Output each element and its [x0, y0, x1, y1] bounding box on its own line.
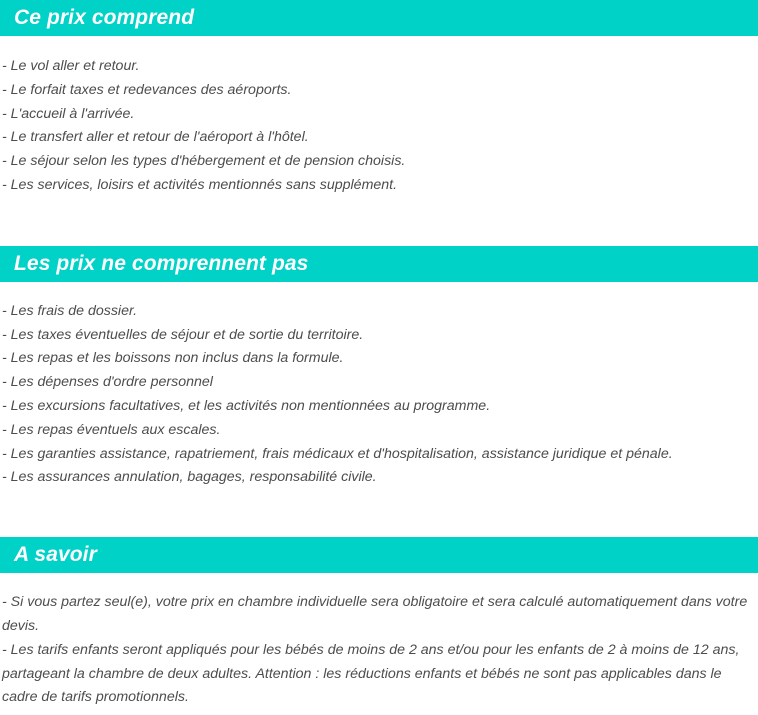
note-paragraph: - Si vous partez seul(e), votre prix en chambre individuelle sera obligatoire et sera calculé automatiquement dans votre devis.	[2, 594, 748, 634]
section-header-inclusions: Ce prix comprend	[0, 0, 758, 36]
list-item: - Les assurances annulation, bagages, responsabilité civile.	[2, 469, 377, 486]
section-inclusions	[0, 0, 758, 198]
list-item: - Les excursions facultatives, et les activités non mentionnées au programme.	[2, 397, 491, 414]
list-item: - Les taxes éventuelles de séjour et de sortie du territoire.	[2, 326, 364, 343]
section-body-inclusions	[0, 36, 758, 198]
list-item: - Les garanties assistance, rapatriement, frais médicaux et d'hospitalisation, assistance juridique et pénale.	[2, 445, 673, 462]
note-paragraph: - Les tarifs enfants seront appliqués pour les bébés de moins de 2 ans et/ou pour les enfants de 2 à moins de 12 ans, partageant la chambre de deux adultes. Attention : les réductions enfants et bébés ne sont pas applicables dans le cadre de tarifs promotionnels.	[2, 641, 740, 706]
list-item: - Les dépenses d'ordre personnel	[2, 374, 213, 391]
section-header-notes: A savoir	[0, 537, 758, 573]
list-item: - Le séjour selon les types d'hébergement et de pension choisis.	[2, 153, 406, 170]
list-item: - Les services, loisirs et activités mentionnés sans supplément.	[2, 176, 398, 193]
section-body-exclusions	[0, 282, 758, 490]
list-item: - Les repas éventuels aux escales.	[2, 421, 221, 438]
list-item: - Les repas et les boissons non inclus dans la formule.	[2, 350, 344, 367]
section-header-exclusions: Les prix ne comprennent pas	[0, 246, 758, 282]
list-item: - Les frais de dossier.	[2, 302, 138, 319]
list-item: - Le forfait taxes et redevances des aéroports.	[2, 81, 292, 98]
list-item: - L'accueil à l'arrivée.	[2, 105, 135, 122]
list-item: - Le vol aller et retour.	[2, 58, 140, 74]
list-item: - Le transfert aller et retour de l'aéroport à l'hôtel.	[2, 129, 309, 146]
section-exclusions	[0, 246, 758, 490]
section-notes	[0, 537, 758, 710]
section-body-notes	[0, 573, 758, 710]
